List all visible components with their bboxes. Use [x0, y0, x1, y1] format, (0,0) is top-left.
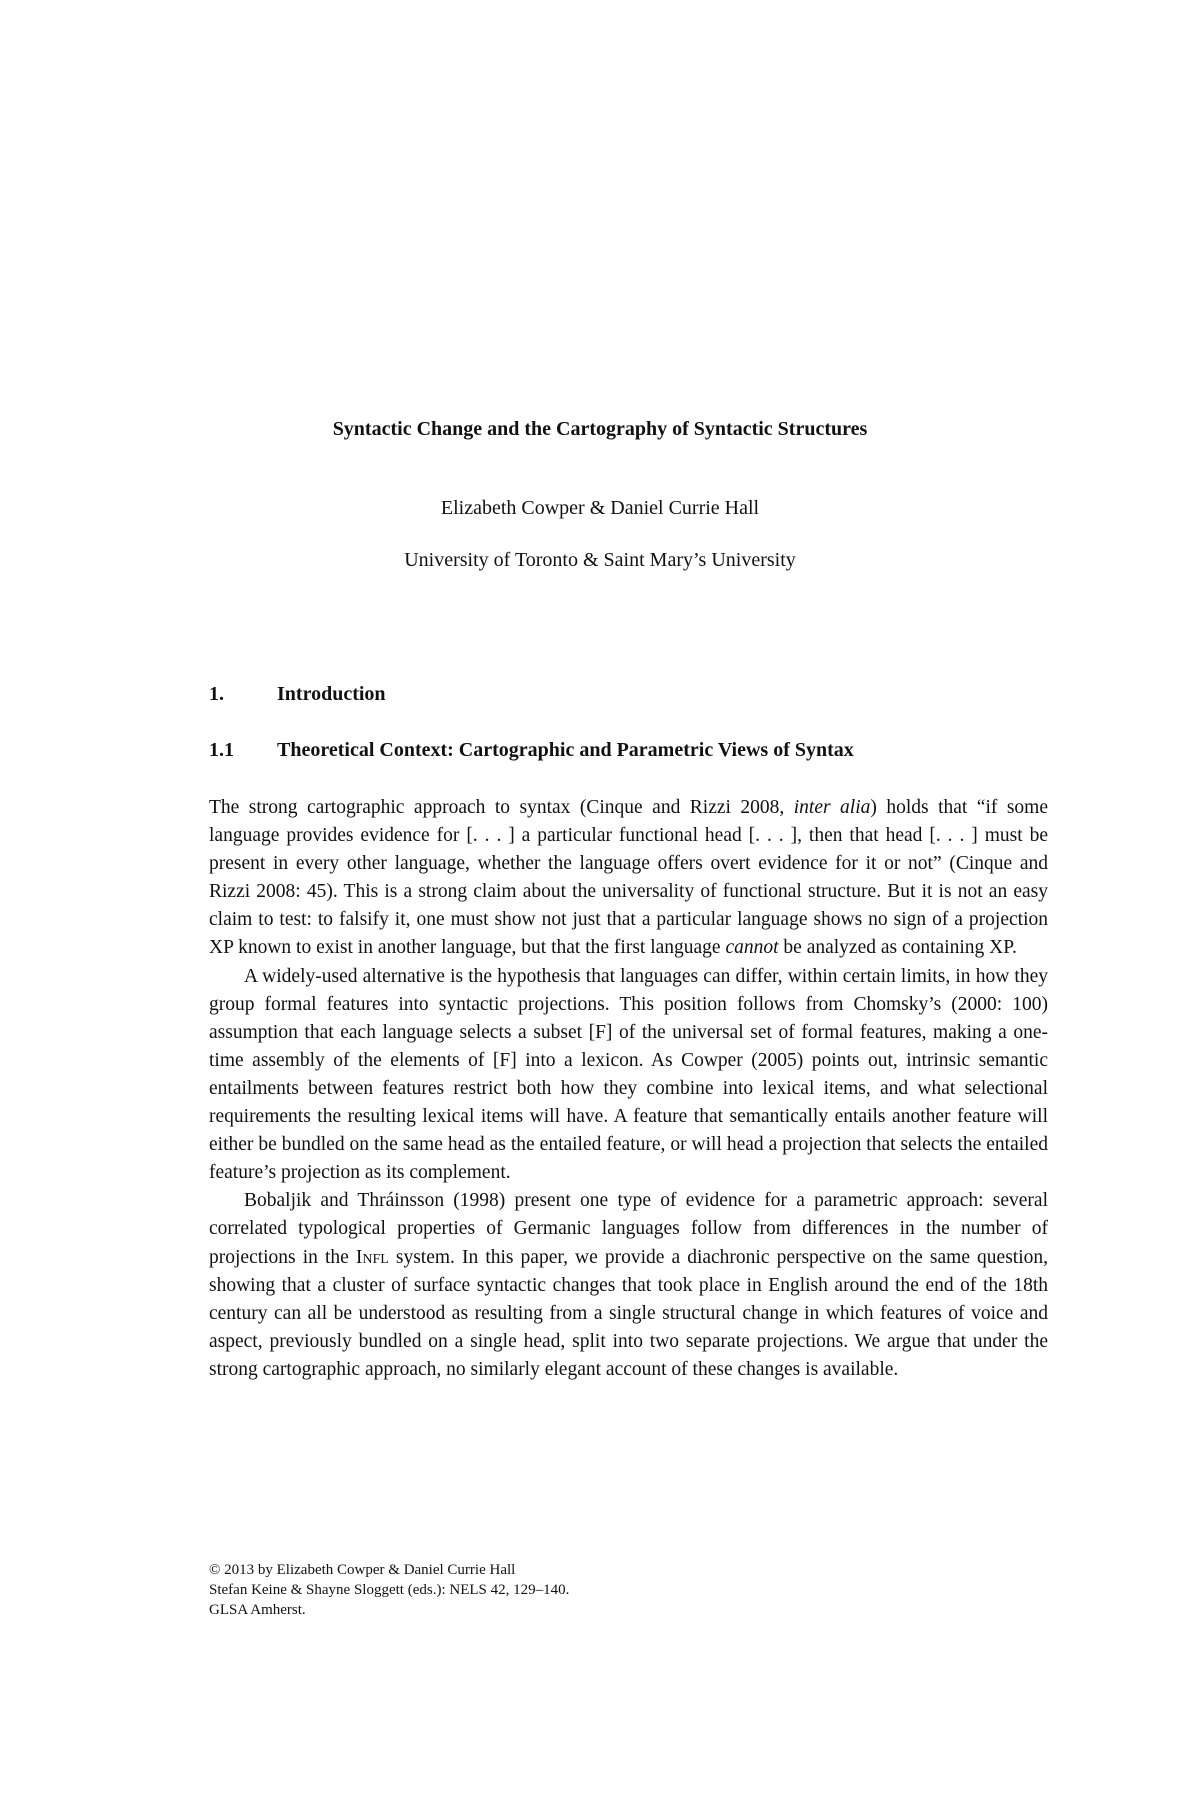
paragraph-1 — [209, 794, 1048, 963]
section-title: Introduction — [277, 683, 386, 705]
paragraph-1-italic-cannot: cannot — [725, 937, 779, 959]
subsection-title: Theoretical Context: Cartographic and Parametric Views of Syntax — [277, 739, 854, 761]
paper-affiliation: University of Toronto & Saint Mary’s University — [404, 549, 796, 571]
paragraph-3-text-c: system. In this paper, we provide a diachronic perspective on the same question, showing that a cluster of surface syntactic changes that took place in English around the end of the 18th century can all be understood as resulting from a single structural change in which features of voice and aspect, previously bundled on a single head, split into two separate projections. We argue that under the strong cartographic approach, no similarly elegant account of these changes is available. — [209, 1246, 1048, 1380]
paragraph-1-italic-inter-alia: inter alia — [793, 797, 871, 818]
paragraph-3 — [209, 1187, 1048, 1384]
citation-line: Stefan Keine & Shayne Sloggett (eds.): NELS 42, 129–140. — [209, 1582, 570, 1598]
body-text — [209, 794, 1048, 1384]
footnote-block — [209, 1560, 569, 1620]
paper-authors: Elizabeth Cowper & Daniel Currie Hall — [440, 497, 760, 519]
paragraph-3-small-caps-infl: Infl — [355, 1246, 389, 1268]
paragraph-1-text-a: The strong cartographic approach to syntax (Cinque and Rizzi 2008, — [209, 797, 794, 818]
subsection-number: 1.1 — [209, 739, 234, 761]
copyright-line: © 2013 by Elizabeth Cowper & Daniel Currie Hall — [209, 1562, 516, 1578]
publisher-line: GLSA Amherst. — [209, 1602, 306, 1618]
subsection-heading-theoretical-context — [209, 739, 854, 762]
section-number: 1. — [209, 683, 224, 705]
paragraph-1-text-c: ) holds that “if some language provides evidence for [. . . ] a particular functional head [. . . ], then that head [. . . ] must be present in every other language, whether the language offers overt evidence for it or not” (Cinque and Rizzi 2008: 45). This is a strong claim about the universality of functional structure. But it is not an easy claim to test: to falsify it, one must show not just that a particular language shows no sign of a projection XP known to exist in another language, but that the first language — [209, 797, 1048, 959]
paper-title: Syntactic Change and the Cartography of Syntactic Structures — [332, 418, 868, 440]
paragraph-1-text-e: be analyzed as containing XP. — [778, 937, 1017, 959]
paragraph-3-text-a: Bobaljik and Thráinsson (1998) present one type of evidence for a parametric approach: several correlated typological properties of Germanic languages follow from differences in the number of projections in the — [209, 1190, 1048, 1268]
paragraph-2: A widely-used alternative is the hypothesis that languages can differ, within certain limits, in how they group formal features into syntactic projections. This position follows from Chomsky’s (2000: 100) assumption that each language selects a subset [F] of the universal set of formal features, making a one-time assembly of the elements of [F] into a lexicon. As Cowper (2005) points out, intrinsic semantic entailments between features restrict both how they combine into lexical items, and what selectional requirements the resulting lexical items will have. A feature that semantically entails another feature will either be bundled on the same head as the entailed feature, or will head a projection that selects the entailed feature’s projection as its complement. — [209, 965, 1048, 1184]
section-heading-introduction — [209, 683, 386, 706]
